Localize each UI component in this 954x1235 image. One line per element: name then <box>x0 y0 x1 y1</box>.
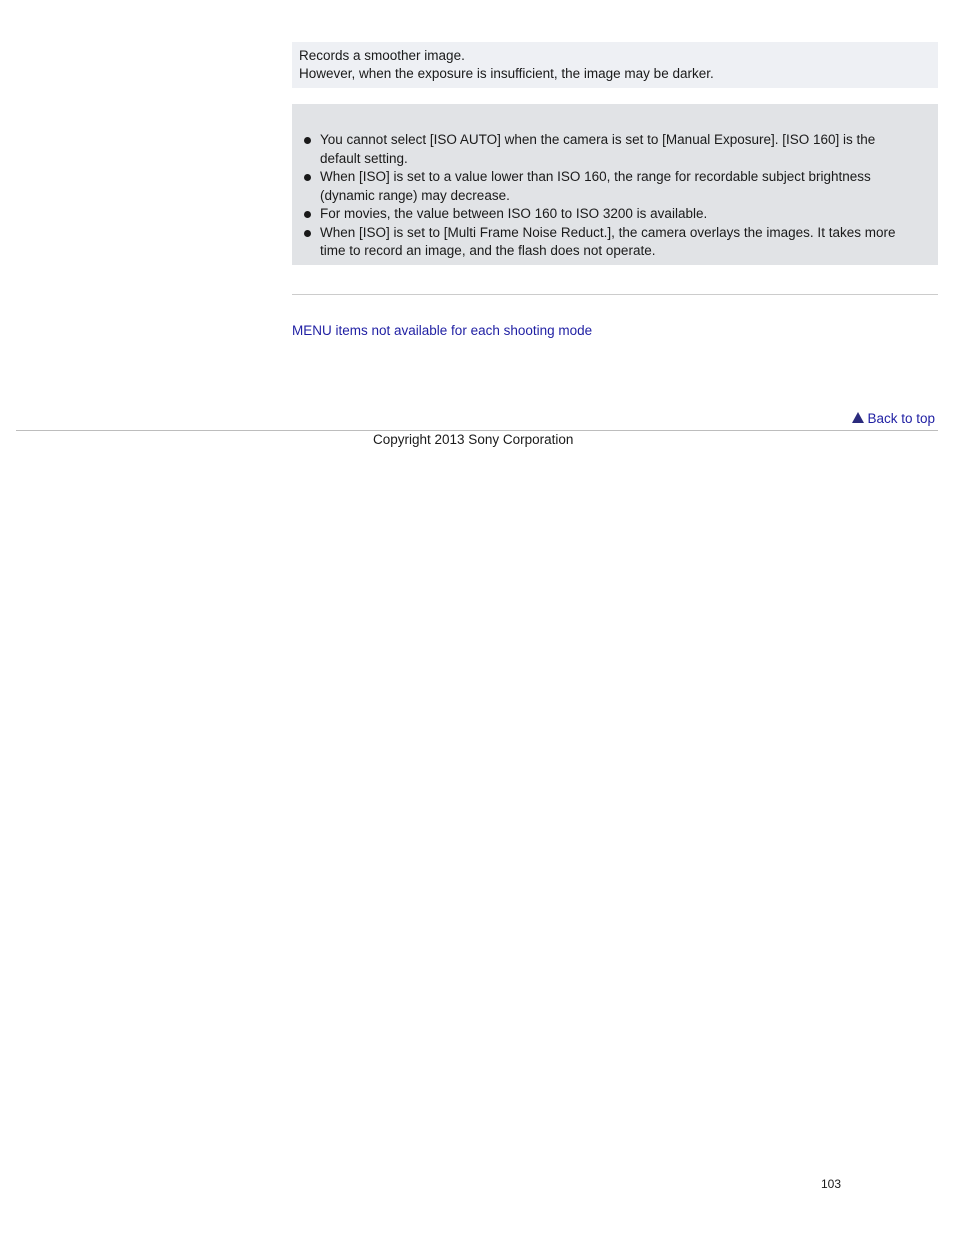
back-to-top-label: Back to top <box>867 411 935 426</box>
description-line-1: Records a smoother image. <box>299 48 465 63</box>
note-text: For movies, the value between ISO 160 to ISO 3200 is available. <box>320 206 708 221</box>
triangle-up-icon <box>852 412 864 423</box>
related-menu-items-link[interactable]: MENU items not available for each shooting mode <box>292 323 593 338</box>
bullet-icon <box>304 230 311 237</box>
page-number: 103 <box>821 1177 842 1191</box>
section-divider <box>292 294 938 295</box>
bullet-icon <box>304 137 311 144</box>
notes-list <box>292 131 938 261</box>
note-item <box>292 224 938 261</box>
note-text: You cannot select [ISO AUTO] when the camera is set to [Manual Exposure]. [ISO 160] is the default setting. <box>320 132 876 166</box>
note-text: When [ISO] is set to a value lower than ISO 160, the range for recordable subject brightness (dynamic range) may decrease. <box>320 169 871 203</box>
note-item <box>292 168 938 205</box>
note-item <box>292 131 938 168</box>
note-item <box>292 205 938 224</box>
bullet-icon <box>304 211 311 218</box>
bullet-icon <box>304 174 311 181</box>
description-line-2: However, when the exposure is insufficient, the image may be darker. <box>299 66 714 81</box>
notes-box <box>292 104 938 265</box>
copyright-text: Copyright 2013 Sony Corporation <box>373 432 574 447</box>
back-to-top-link[interactable] <box>852 411 935 426</box>
note-text: When [ISO] is set to [Multi Frame Noise Reduct.], the camera overlays the images. It takes more time to record an image, and the flash does not operate. <box>320 224 896 258</box>
footer-divider <box>16 430 938 431</box>
description-box <box>292 42 938 88</box>
